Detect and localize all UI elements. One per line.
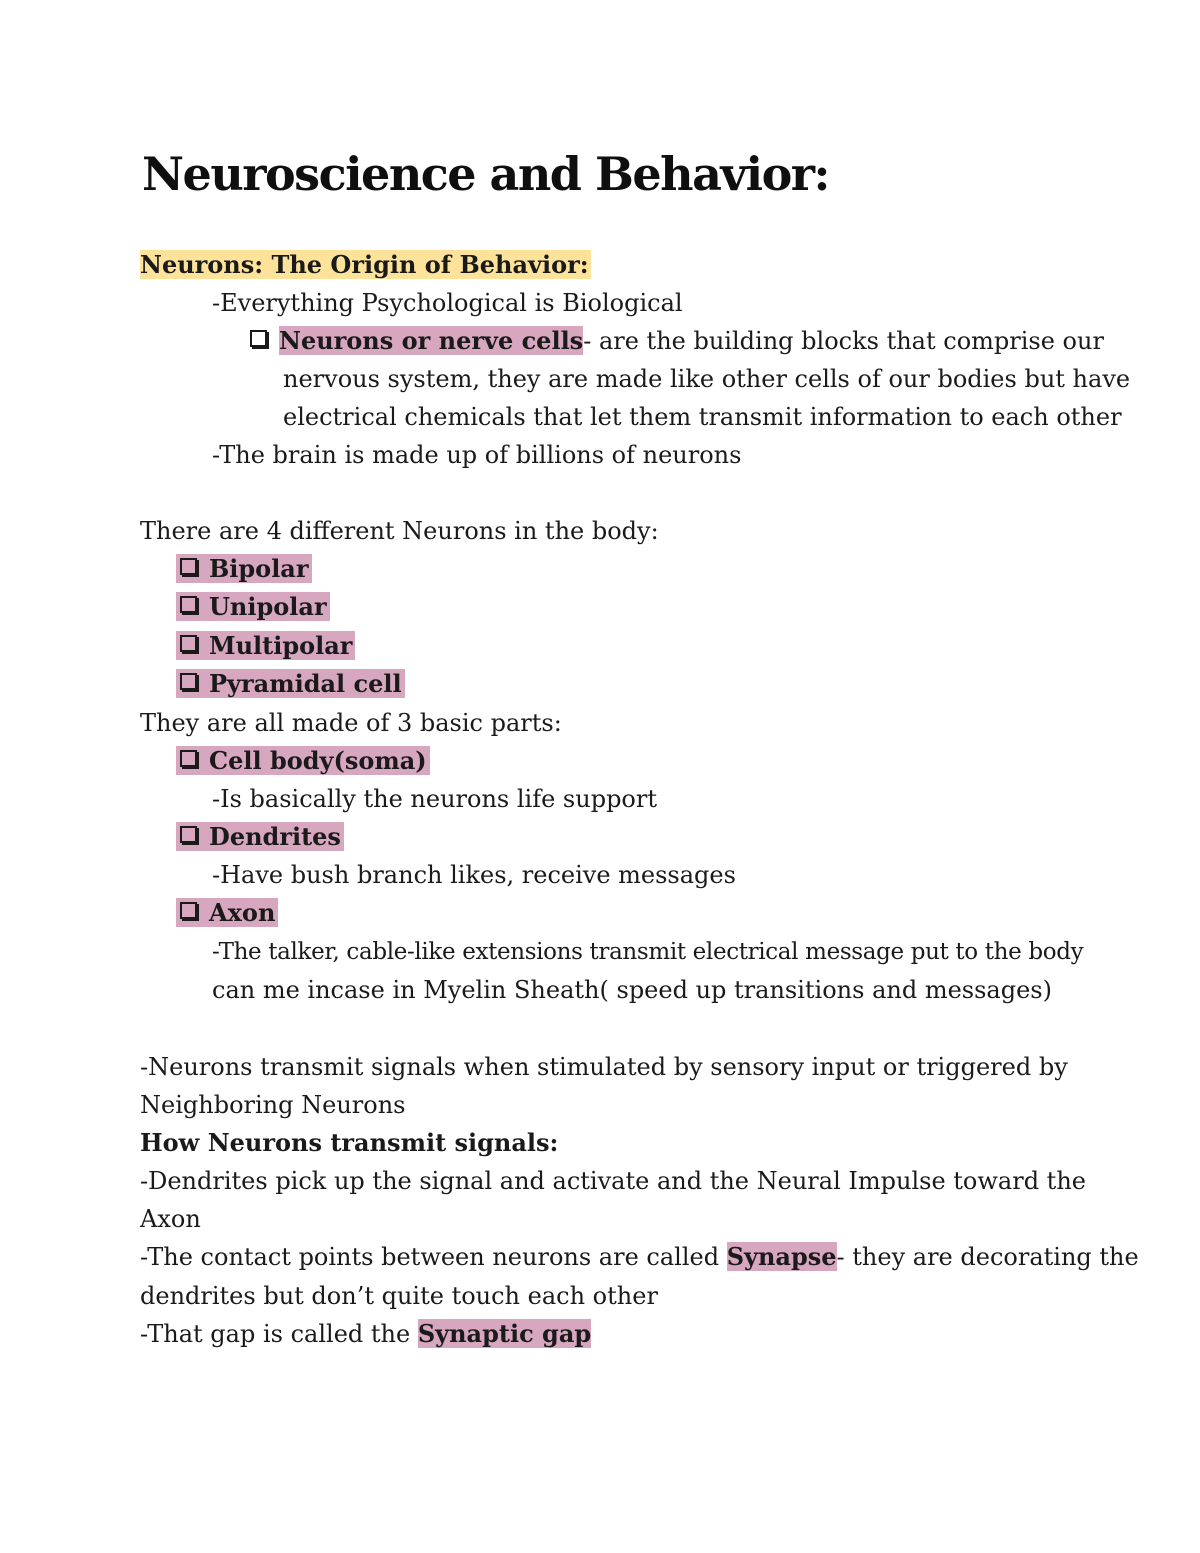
list-item — [176, 629, 355, 663]
checkbox-icon — [180, 673, 197, 690]
section-heading-transmit: How Neurons transmit signals: — [140, 1128, 559, 1157]
list-item — [176, 744, 430, 778]
text-span: -That gap is called the — [140, 1320, 418, 1348]
checkbox-icon — [180, 596, 197, 613]
checkbox-icon — [180, 750, 197, 767]
list-item — [176, 896, 278, 930]
text-span: -The contact points between neurons are called — [140, 1243, 727, 1271]
text-line: Axon — [140, 1205, 201, 1233]
list-item — [176, 820, 344, 854]
section-heading-neurons — [140, 248, 591, 282]
list-item — [176, 590, 330, 624]
checkbox-icon — [180, 826, 197, 843]
page-title: Neuroscience and Behavior: — [142, 147, 829, 201]
text-line: -The brain is made up of billions of neurons — [212, 441, 742, 469]
list-item — [176, 552, 312, 586]
checkbox-icon — [180, 902, 197, 919]
text-line: -Everything Psychological is Biological — [212, 289, 683, 317]
text-line: nervous system, they are made like other cells of our bodies but have — [283, 365, 1131, 393]
neuron-part: Axon — [176, 898, 278, 927]
text-line — [140, 1240, 1139, 1274]
neuron-type: Unipolar — [176, 592, 330, 621]
list-item — [250, 324, 1104, 358]
text-span: - they are decorating the — [836, 1243, 1139, 1271]
list-item — [176, 667, 405, 701]
neuron-part: Dendrites — [176, 822, 344, 851]
text-line: There are 4 different Neurons in the body: — [140, 517, 659, 545]
text-span: - are the building blocks that comprise our — [583, 327, 1104, 355]
neuron-type: Bipolar — [176, 554, 312, 583]
text-line: -The talker, cable-like extensions transmit electrical message put to the body — [212, 939, 1084, 965]
checkbox-icon — [180, 558, 197, 575]
text-line: They are all made of 3 basic parts: — [140, 709, 562, 737]
highlighted-term: Synapse — [726, 1242, 837, 1271]
checkbox-icon — [250, 330, 267, 347]
neurons-origin-heading: Neurons: The Origin of Behavior: — [140, 250, 589, 279]
text-line: dendrites but don’t quite touch each other — [140, 1282, 658, 1310]
neuron-part: Cell body(soma) — [176, 746, 430, 775]
text-line: -Dendrites pick up the signal and activate and the Neural Impulse toward the — [140, 1167, 1086, 1195]
text-line: -Have bush branch likes, receive messages — [212, 861, 736, 889]
text-line: -Is basically the neurons life support — [212, 785, 657, 813]
text-line: can me incase in Myelin Sheath( speed up transitions and messages) — [212, 976, 1052, 1004]
highlighted-term: Synaptic gap — [417, 1319, 592, 1348]
highlighted-term: Neurons or nerve cells — [279, 326, 584, 355]
neuron-type: Multipolar — [176, 631, 355, 660]
text-line: electrical chemicals that let them transmit information to each other — [283, 403, 1122, 431]
checkbox-icon — [180, 635, 197, 652]
neuron-type: Pyramidal cell — [176, 669, 405, 698]
text-line — [140, 1317, 591, 1351]
text-line: Neighboring Neurons — [140, 1091, 406, 1119]
text-line: -Neurons transmit signals when stimulated by sensory input or triggered by — [140, 1053, 1068, 1081]
